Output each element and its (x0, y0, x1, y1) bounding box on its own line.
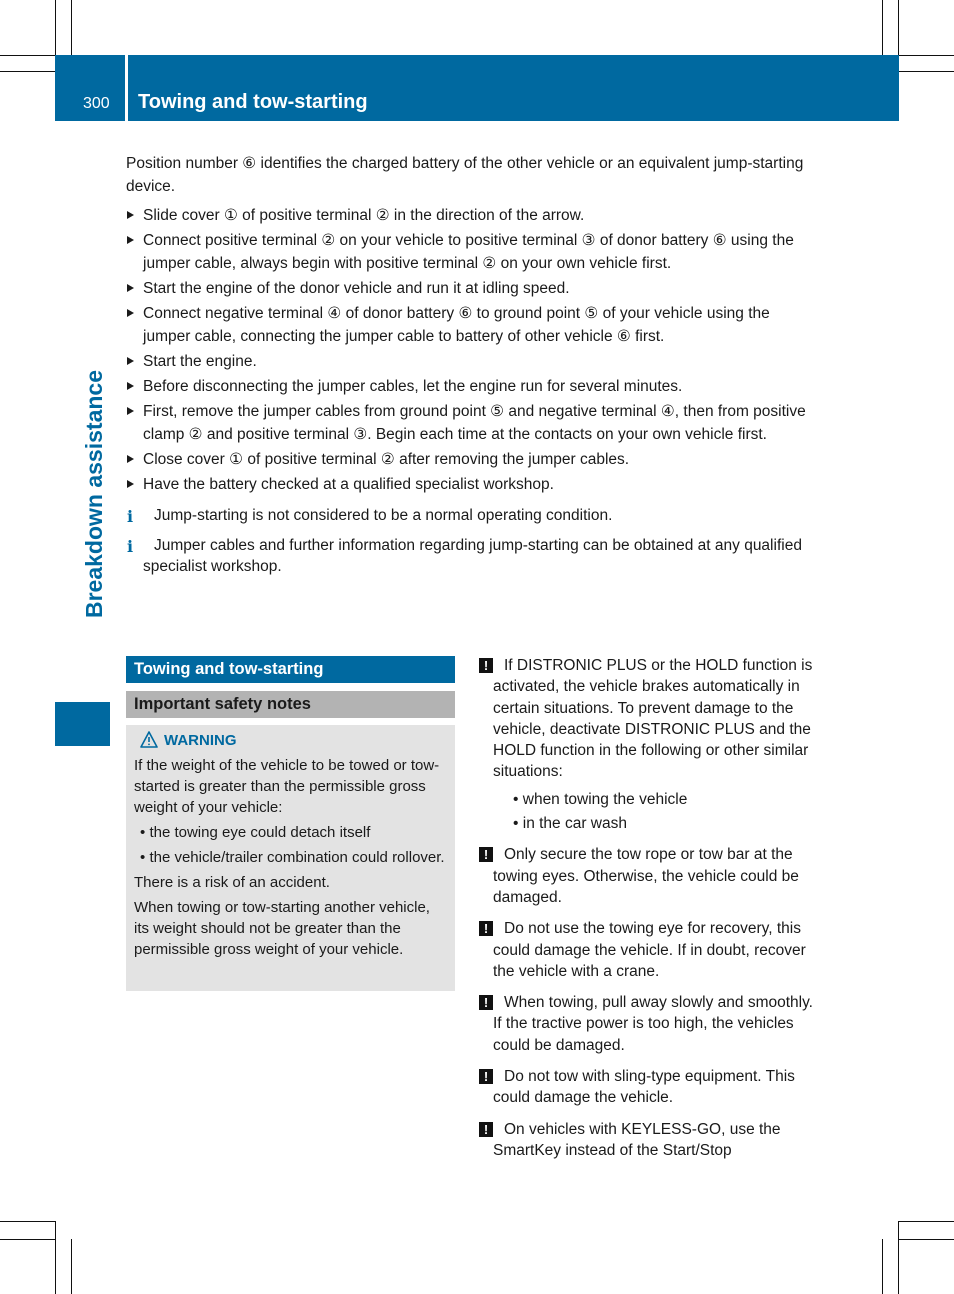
caution-icon: ! (479, 847, 493, 862)
caution-icon: ! (479, 995, 493, 1010)
info-note (126, 505, 816, 526)
step-arrow-icon (127, 357, 134, 365)
bullet-glyph: • (140, 824, 146, 841)
step-text: Have the battery checked at a qualified specialist workshop. (143, 476, 554, 493)
caution-note-text: Only secure the tow rope or tow bar at the towing eyes. Otherwise, the vehicle could be damaged. (493, 846, 799, 906)
crop-mark (0, 1239, 55, 1240)
info-note-text: Jump-starting is not considered to be a normal operating condition. (154, 507, 613, 524)
caution-bullet-text: in the car wash (522, 815, 627, 833)
crop-mark (899, 1221, 954, 1222)
crop-mark (882, 1239, 883, 1294)
crop-mark (71, 1239, 72, 1294)
instruction-step (126, 473, 816, 496)
crop-mark (0, 55, 55, 56)
warning-label: WARNING (164, 732, 237, 749)
instruction-steps (126, 204, 816, 577)
step-arrow-icon (127, 407, 134, 415)
step-text: Before disconnecting the jumper cables, let the engine run for several minutes. (143, 378, 683, 395)
warning-bullet (134, 822, 449, 843)
instruction-step (126, 448, 816, 471)
warning-intro: If the weight of the vehicle to be towed or tow-started is greater than the permissible gross weight of your vehicle: (134, 757, 440, 816)
caution-icon: ! (479, 658, 493, 673)
step-text: First, remove the jumper cables from ground point ⑤ and negative terminal ④, then from positive clamp ② and positive terminal ③. Begin each time at the contacts on your own vehicle first. (143, 403, 806, 443)
step-text: Start the engine. (143, 353, 257, 370)
page-header (55, 55, 899, 121)
instruction-step (126, 375, 816, 398)
caution-icon: ! (479, 1069, 493, 1084)
step-arrow-icon (127, 455, 134, 463)
caution-icon: ! (479, 1122, 493, 1137)
header-divider (125, 55, 128, 121)
caution-note-text: If DISTRONIC PLUS or the HOLD function is activated, the vehicle brakes automatically in certain situations. To prevent damage to the vehicle, deactivate DISTRONIC PLUS and the HOLD function in the following or other similar situations: (493, 657, 813, 781)
crop-mark (55, 0, 56, 55)
intro-paragraph: Position number ⑥ identifies the charged battery of the other vehicle or an equivalent jump-starting device. (126, 155, 804, 195)
page-title: Towing and tow-starting (138, 91, 368, 113)
warning-bullet (134, 847, 449, 868)
step-text: Connect positive terminal ② on your vehicle to positive terminal ③ of donor battery ⑥ using the jumper cable, always begin with positive terminal ② on your own vehicle first. (143, 232, 794, 272)
crop-mark (71, 0, 72, 55)
crop-mark (899, 55, 954, 56)
caution-note-text: Do not use the towing eye for recovery, this could damage the vehicle. If in doubt, recover the vehicle with a crane. (493, 920, 806, 980)
caution-note (478, 1119, 816, 1162)
step-arrow-icon (127, 284, 134, 292)
chapter-side-label: Breakdown assistance (81, 370, 107, 619)
caution-bullet (513, 813, 816, 834)
caution-note (478, 655, 816, 834)
info-icon: i (127, 537, 134, 556)
instruction-step (126, 400, 816, 446)
crop-mark (55, 1221, 56, 1294)
instruction-step (126, 302, 816, 348)
step-text: Close cover ① of positive terminal ② after removing the jumper cables. (143, 451, 630, 468)
caution-note-text: Do not tow with sling-type equipment. This could damage the vehicle. (493, 1068, 795, 1107)
crop-mark (898, 1221, 899, 1294)
caution-notes (478, 655, 816, 1171)
caution-note-text: On vehicles with KEYLESS-GO, use the SmartKey instead of the Start/Stop (493, 1120, 781, 1159)
caution-note (478, 992, 816, 1056)
bullet-glyph: • (513, 815, 519, 833)
warning-closing: When towing or tow-starting another vehicle, its weight should not be greater than the permissible gross weight of your vehicle. (134, 899, 430, 958)
caution-note-text: When towing, pull away slowly and smoothly. If the tractive power is too high, the vehicles could be damaged. (493, 994, 813, 1054)
subsection-heading: Important safety notes (126, 691, 455, 718)
crop-mark (898, 0, 899, 55)
warning-bullet-text: the vehicle/trailer combination could rollover. (149, 849, 445, 866)
step-arrow-icon (127, 236, 134, 244)
section-heading: Towing and tow-starting (126, 656, 455, 683)
caution-note (478, 1066, 816, 1109)
warning-risk: There is a risk of an accident. (134, 874, 330, 891)
instruction-step (126, 350, 816, 373)
crop-mark (0, 1221, 55, 1222)
warning-box (126, 725, 455, 991)
warning-heading (140, 730, 449, 755)
step-arrow-icon (127, 480, 134, 488)
warning-triangle-icon (140, 731, 158, 748)
crop-mark (882, 0, 883, 55)
step-arrow-icon (127, 382, 134, 390)
crop-mark (0, 71, 55, 72)
caution-bullets (493, 789, 816, 835)
caution-bullet (513, 789, 816, 810)
step-text: Start the engine of the donor vehicle and run it at idling speed. (143, 280, 570, 297)
chapter-tab-marker (55, 702, 110, 746)
info-note-text: Jumper cables and further information regarding jump-starting can be obtained at any qualified specialist workshop. (143, 537, 802, 575)
bullet-glyph: • (140, 849, 146, 866)
caution-note (478, 844, 816, 908)
info-note (126, 535, 816, 577)
instruction-step (126, 204, 816, 227)
step-arrow-icon (127, 309, 134, 317)
caution-note (478, 918, 816, 982)
step-arrow-icon (127, 211, 134, 219)
caution-icon: ! (479, 921, 493, 936)
crop-mark (899, 1239, 954, 1240)
warning-bullet-text: the towing eye could detach itself (149, 824, 371, 841)
page-number: 300 (83, 95, 110, 112)
instruction-step (126, 277, 816, 300)
instruction-step (126, 229, 816, 275)
step-text: Connect negative terminal ④ of donor battery ⑥ to ground point ⑤ of your vehicle using the jumper cable, connecting the jumper cable to battery of other vehicle ⑥ first. (143, 305, 770, 345)
crop-mark (899, 71, 954, 72)
bullet-glyph: • (513, 790, 519, 808)
step-text: Slide cover ① of positive terminal ② in the direction of the arrow. (143, 207, 585, 224)
caution-bullet-text: when towing the vehicle (522, 790, 688, 808)
info-icon: i (127, 507, 134, 526)
